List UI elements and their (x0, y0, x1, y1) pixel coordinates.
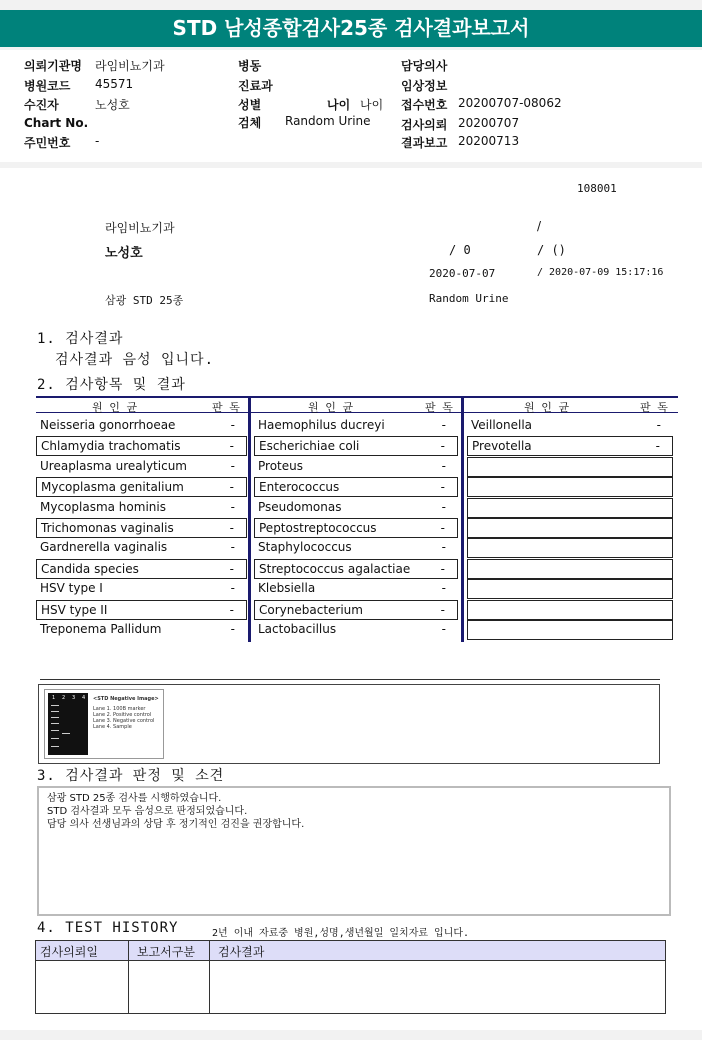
organism-row (467, 436, 673, 456)
marker-band (51, 730, 59, 731)
organism-name: Mycoplasma hominis (40, 499, 166, 514)
opinion-line: 삼광 STD 25종 검사를 시행하였습니다. (47, 793, 222, 804)
organism-name: Corynebacterium (259, 602, 363, 617)
organism-result: - (440, 521, 445, 535)
organism-row (254, 477, 458, 497)
organism-row (254, 436, 458, 456)
organism-name: Mycoplasma genitalium (41, 480, 184, 495)
report-page (0, 168, 702, 1030)
divider-line (40, 679, 660, 680)
organism-row (36, 457, 247, 477)
organism-name: Pseudomonas (258, 499, 342, 514)
organism-row (254, 579, 458, 599)
organism-name: Escherichiae coli (259, 439, 360, 454)
sex-field: / () (537, 243, 566, 257)
organism-row (36, 538, 247, 558)
organism-name: Gardnerella vaginalis (40, 540, 168, 555)
organism-row (254, 457, 458, 477)
empty-row (467, 620, 673, 640)
organism-result: - (230, 622, 235, 636)
organism-result: - (440, 439, 445, 454)
organism-name: Candida species (41, 561, 139, 576)
empty-row (467, 518, 673, 538)
reported-datetime: / 2020-07-09 15:17:16 (537, 267, 664, 278)
organism-name: Klebsiella (258, 581, 316, 596)
empty-row (467, 559, 673, 579)
control-band (62, 733, 70, 734)
empty-row (467, 457, 673, 477)
organism-result: - (656, 418, 661, 432)
organism-result: - (229, 561, 234, 576)
organism-name: Chlamydia trachomatis (41, 439, 181, 454)
organism-name: Ureaplasma urealyticum (40, 458, 187, 473)
organism-name: HSV type I (40, 581, 103, 596)
organism-result: - (230, 499, 235, 514)
col3-result-header: 판 독 (640, 401, 668, 414)
organism-result: - (440, 602, 445, 617)
age-value: 나이 (360, 98, 384, 112)
sex-label: 성별 (238, 98, 262, 112)
received-date: 2020-07-07 (429, 267, 496, 280)
section4-heading: 4. TEST HISTORY (37, 920, 179, 936)
marker-band (51, 746, 59, 747)
report-label: 결과보고 (401, 136, 448, 150)
col1-organism-header: 원 인 균 (92, 401, 138, 414)
gel-legend-line: Lane 3. Negative control (93, 718, 155, 724)
organism-row (36, 477, 247, 497)
organism-name: Haemophilus ducreyi (258, 418, 385, 432)
history-date-header: 검사의뢰일 (40, 945, 98, 959)
column-divider (461, 396, 464, 642)
gel-image-frame (38, 684, 660, 764)
request-label: 검사의뢰 (401, 118, 448, 132)
id-value: - (95, 134, 100, 148)
empty-row (467, 600, 673, 620)
organism-result: - (441, 581, 446, 596)
patient-name: 노성호 (105, 246, 143, 261)
gel-title: <STD Negative Image> (93, 696, 159, 702)
marker-band (51, 738, 59, 739)
section2-heading: 2. 검사항목 및 결과 (37, 377, 186, 393)
lane-number: 3 (72, 695, 76, 701)
hospital-code-value: 45571 (95, 77, 134, 91)
test-history-table (35, 940, 666, 1014)
empty-row (467, 498, 673, 518)
organism-result: - (229, 480, 234, 495)
section1-heading: 1. 검사결과 (37, 331, 124, 347)
organism-result: - (229, 521, 234, 535)
organism-name: Lactobacillus (258, 622, 337, 636)
organism-result: - (230, 540, 235, 555)
chart-label: Chart No. (24, 116, 89, 130)
organism-result: - (230, 418, 235, 432)
organism-row (36, 600, 247, 620)
hospital-code-label: 병원코드 (24, 79, 71, 93)
clinic-name: 라임비뇨기과 (105, 221, 175, 235)
organism-name: Proteus (258, 458, 303, 473)
organism-result: - (441, 418, 446, 432)
report-value: 20200713 (458, 134, 520, 148)
organism-name: Trichomonas vaginalis (41, 521, 174, 535)
organism-result: - (441, 540, 446, 555)
marker-band (51, 723, 59, 724)
institution-value: 라임비뇨기과 (95, 59, 165, 73)
lane-number: 2 (62, 695, 66, 701)
test-name: 삼광 STD 25종 (105, 294, 184, 307)
organism-row (467, 416, 673, 436)
organism-row (254, 498, 458, 518)
organism-name: Staphylococcus (258, 540, 352, 555)
organism-name: Veillonella (471, 418, 533, 432)
opinion-box (37, 786, 671, 916)
organism-name: Streptococcus agalactiae (259, 561, 411, 576)
organism-result: - (441, 622, 446, 636)
organism-result: - (229, 439, 234, 454)
age-label: 나이 (327, 98, 351, 112)
opinion-line: 담당 의사 선생님과의 상담 후 정기적인 검진을 권장합니다. (47, 819, 305, 830)
empty-row (467, 477, 673, 497)
organism-name: Peptostreptococcus (259, 521, 377, 535)
organism-result: - (230, 458, 235, 473)
col1-result-header: 판 독 (212, 401, 240, 414)
receipt-value: 20200707-08062 (458, 96, 562, 110)
section3-heading: 3. 검사결과 판정 및 소견 (37, 768, 225, 784)
ward-label: 병동 (238, 59, 262, 73)
report-title: STD 남성종합검사25종 검사결과보고서 (0, 10, 702, 47)
specimen-type: Random Urine (429, 292, 509, 305)
organism-name: Prevotella (472, 439, 532, 454)
history-note: 2년 이내 자료중 병원,성명,생년월일 일치자료 입니다. (212, 928, 470, 939)
specimen-label: 검체 (238, 116, 262, 130)
gel-legend-line: Lane 1. 100B marker (93, 706, 146, 712)
marker-band (51, 705, 59, 706)
col2-organism-header: 원 인 균 (308, 401, 354, 414)
organism-name: Neisseria gonorrhoeae (40, 418, 176, 432)
organism-result: - (230, 581, 235, 596)
column-divider (248, 396, 251, 642)
lane-number: 4 (82, 695, 86, 701)
history-result-header: 검사결과 (218, 945, 265, 959)
organism-result: - (440, 561, 445, 576)
organism-row (36, 518, 247, 538)
patient-value: 노성호 (95, 98, 130, 112)
organism-row (36, 436, 247, 456)
organism-row (36, 559, 247, 579)
organism-result: - (229, 602, 234, 617)
organism-row (254, 518, 458, 538)
age-field: / 0 (449, 243, 471, 257)
organism-name: HSV type II (41, 602, 108, 617)
organism-table-header (36, 396, 678, 413)
organism-row (36, 498, 247, 518)
organism-row (254, 600, 458, 620)
history-type-header: 보고서구분 (137, 945, 195, 959)
clinical-label: 임상정보 (401, 79, 448, 93)
doctor-label: 담당의사 (401, 59, 448, 73)
gel-legend-line: Lane 4. Sample (93, 724, 132, 730)
dept-label: 진료과 (238, 79, 273, 93)
marker-band (51, 717, 59, 718)
organism-row (254, 538, 458, 558)
report-header (0, 50, 702, 162)
organism-result: - (441, 499, 446, 514)
organism-result: - (441, 458, 446, 473)
organism-result: - (440, 480, 445, 495)
result-summary: 검사결과 음성 입니다. (55, 352, 215, 368)
organism-row (254, 559, 458, 579)
organism-row (254, 620, 458, 640)
report-number: 108001 (577, 182, 617, 195)
id-label: 주민번호 (24, 136, 71, 150)
organism-result: - (655, 439, 660, 454)
col2-result-header: 판 독 (425, 401, 453, 414)
organism-row (36, 579, 247, 599)
organism-row (36, 620, 247, 640)
specimen-value: Random Urine (285, 114, 371, 128)
organism-name: Treponema Pallidum (40, 622, 162, 636)
patient-label: 수진자 (24, 98, 59, 112)
empty-row (467, 538, 673, 558)
organism-row (254, 416, 458, 436)
gel-lanes (48, 693, 88, 755)
institution-label: 의뢰기관명 (24, 59, 82, 73)
request-value: 20200707 (458, 116, 520, 130)
receipt-label: 접수번호 (401, 98, 448, 112)
empty-row (467, 579, 673, 599)
gel-legend-line: Lane 2. Positive control (93, 712, 152, 718)
lane-number: 1 (52, 695, 56, 701)
col3-organism-header: 원 인 균 (524, 401, 570, 414)
slash-separator: / (537, 219, 542, 233)
organism-row (36, 416, 247, 436)
organism-name: Enterococcus (259, 480, 340, 495)
marker-band (51, 711, 59, 712)
opinion-line: STD 검사결과 모두 음성으로 판정되었습니다. (47, 806, 248, 817)
gel-electrophoresis-image (44, 689, 164, 759)
